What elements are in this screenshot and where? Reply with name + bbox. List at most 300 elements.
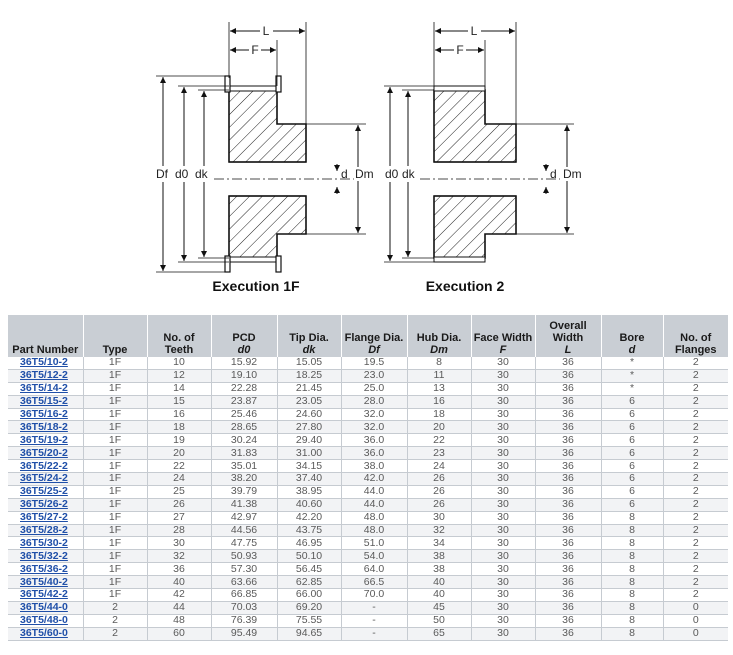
table-row (8, 627, 728, 640)
table-cell: 15.92 (211, 357, 277, 369)
part-number-cell (8, 511, 83, 524)
table-cell: 1F (83, 589, 147, 602)
part-number-link[interactable]: 36T5/14-2 (20, 382, 68, 395)
table-cell: 1F (83, 524, 147, 537)
table-cell: 24.60 (277, 408, 341, 421)
table-row (8, 421, 728, 434)
table-cell: 45 (407, 601, 471, 614)
column-header-label: No. of Flanges (674, 332, 717, 356)
table-cell: - (341, 614, 407, 627)
table-cell: 30 (471, 447, 535, 460)
table-cell: 29.40 (277, 434, 341, 447)
column-header-symbol: dk (302, 344, 316, 356)
table-cell: 32 (147, 550, 211, 563)
table-cell: 30 (471, 601, 535, 614)
column-header (535, 315, 601, 357)
table-cell: 41.38 (211, 498, 277, 511)
table-cell: 30 (471, 576, 535, 589)
column-header-label: PCD (232, 332, 256, 344)
table-cell: 2 (663, 434, 728, 447)
table-cell: 1F (83, 395, 147, 408)
table-row (8, 589, 728, 602)
table-cell: 15 (147, 395, 211, 408)
table-cell: 28.65 (211, 421, 277, 434)
part-number-cell (8, 408, 83, 421)
table-cell: 18.25 (277, 369, 341, 382)
table-cell: 36 (535, 601, 601, 614)
table-cell: 56.45 (277, 563, 341, 576)
part-number-link[interactable]: 36T5/36-2 (20, 562, 68, 575)
table-cell: 8 (407, 357, 471, 369)
caption-execution-2: Execution 2 (425, 278, 505, 294)
table-cell: 36 (535, 627, 601, 640)
table-row (8, 357, 728, 369)
column-header-label: Bore (619, 332, 645, 344)
table-cell: 36 (535, 369, 601, 382)
table-cell: 40 (407, 589, 471, 602)
table-cell: 54.0 (341, 550, 407, 563)
table-cell: 36 (535, 460, 601, 473)
table-cell: 22.28 (211, 382, 277, 395)
table-row (8, 460, 728, 473)
part-number-link[interactable]: 36T5/19-2 (20, 433, 68, 446)
table-cell: 39.79 (211, 485, 277, 498)
part-number-link[interactable]: 36T5/16-2 (20, 408, 68, 420)
table-cell: 42 (147, 589, 211, 602)
table-cell: 6 (601, 485, 663, 498)
table-cell: * (601, 369, 663, 382)
table-cell: 30 (471, 614, 535, 627)
column-header (601, 315, 663, 357)
column-header-symbol: Df (368, 344, 380, 356)
table-cell: 25.0 (341, 382, 407, 395)
dim-f-label-2: F (456, 43, 464, 57)
table-cell: 31.83 (211, 447, 277, 460)
table-cell: 1F (83, 434, 147, 447)
table-cell: 16 (407, 395, 471, 408)
part-number-link[interactable]: 36T5/28-2 (20, 524, 68, 537)
part-number-cell (8, 614, 83, 627)
table-cell: 8 (601, 627, 663, 640)
table-cell: 75.55 (277, 614, 341, 627)
table-row (8, 485, 728, 498)
table-cell: 48.0 (341, 524, 407, 537)
table-cell: 44.56 (211, 524, 277, 537)
table-cell: 30 (471, 485, 535, 498)
table-cell: 14 (147, 382, 211, 395)
table-cell: 36 (535, 576, 601, 589)
column-header-symbol: L (564, 344, 572, 356)
table-cell: 36 (535, 473, 601, 486)
table-cell: 2 (663, 498, 728, 511)
table-cell: 2 (663, 576, 728, 589)
table-cell: 35.01 (211, 460, 277, 473)
table-cell: 16 (147, 408, 211, 421)
table-cell: 2 (663, 357, 728, 369)
table-cell: 38 (407, 550, 471, 563)
table-cell: 13 (407, 382, 471, 395)
table-cell: 37.40 (277, 473, 341, 486)
table-cell: 30 (471, 369, 535, 382)
table-cell: 36 (535, 537, 601, 550)
table-cell: 1F (83, 563, 147, 576)
table-cell: 8 (601, 589, 663, 602)
table-cell: 23 (407, 447, 471, 460)
table-cell: 8 (601, 601, 663, 614)
table-cell: 0 (663, 627, 728, 640)
table-cell: 6 (601, 473, 663, 486)
table-cell: 30 (147, 537, 211, 550)
table-row (8, 408, 728, 421)
table-cell: 34.15 (277, 460, 341, 473)
table-cell: 1F (83, 498, 147, 511)
table-cell: 22 (147, 460, 211, 473)
table-cell: 1F (83, 460, 147, 473)
part-number-cell (8, 447, 83, 460)
table-cell: 23.05 (277, 395, 341, 408)
table-cell: 36.0 (341, 447, 407, 460)
table-cell: 66.85 (211, 589, 277, 602)
part-number-link[interactable]: 36T5/27-2 (20, 511, 68, 524)
column-header-symbol: d0 (237, 344, 251, 356)
column-header (211, 315, 277, 357)
part-number-link[interactable]: 36T5/48-0 (20, 614, 68, 627)
table-cell: - (341, 627, 407, 640)
table-cell: 69.20 (277, 601, 341, 614)
part-number-cell (8, 421, 83, 434)
table-cell: 38.95 (277, 485, 341, 498)
table-cell: 30 (471, 524, 535, 537)
part-number-cell (8, 369, 83, 382)
table-cell: 36 (535, 498, 601, 511)
pulley-drawings (0, 0, 733, 310)
table-row (8, 524, 728, 537)
table-cell: 36.0 (341, 434, 407, 447)
table-cell: 44 (147, 601, 211, 614)
table-cell: 30 (471, 382, 535, 395)
table-cell: 30 (471, 537, 535, 550)
column-header (407, 315, 471, 357)
table-cell: 28 (147, 524, 211, 537)
part-number-link[interactable]: 36T5/30-2 (20, 536, 68, 549)
dim-dm-label-2: Dm (563, 167, 582, 181)
table-cell: 24 (147, 473, 211, 486)
table-cell: 24 (407, 460, 471, 473)
table-cell: 21.45 (277, 382, 341, 395)
table-cell: 95.49 (211, 627, 277, 640)
table-row (8, 550, 728, 563)
table-cell: 36 (535, 563, 601, 576)
table-cell: 2 (663, 447, 728, 460)
table-cell: 27 (147, 511, 211, 524)
part-number-cell (8, 589, 83, 602)
table-cell: 6 (601, 395, 663, 408)
table-header-row (8, 315, 728, 357)
table-cell: 8 (601, 524, 663, 537)
table-cell: 2 (663, 511, 728, 524)
table-cell: 8 (601, 563, 663, 576)
part-number-cell (8, 563, 83, 576)
execution-1f-drawing (154, 22, 374, 294)
dim-dm-label: Dm (355, 167, 374, 181)
dim-f-label: F (251, 43, 259, 57)
table-cell: 27.80 (277, 421, 341, 434)
table-cell: 1F (83, 421, 147, 434)
part-number-link[interactable]: 36T5/24-2 (20, 472, 68, 485)
table-cell: 66.00 (277, 589, 341, 602)
table-cell: 2 (663, 563, 728, 576)
table-cell: 30 (471, 498, 535, 511)
table-cell: 2 (663, 473, 728, 486)
column-header-symbol: d (628, 344, 636, 356)
pulley-2-section (434, 90, 516, 258)
table-row (8, 511, 728, 524)
table-cell: 11 (407, 369, 471, 382)
table-cell: 36 (535, 550, 601, 563)
table-cell: 2 (663, 589, 728, 602)
table-cell: 1F (83, 473, 147, 486)
column-header-label: Hub Dia. (416, 332, 462, 344)
table-cell: 44.0 (341, 498, 407, 511)
table-cell: 30 (471, 550, 535, 563)
table-row (8, 614, 728, 627)
dim-dk-label-2: dk (402, 167, 415, 181)
dim-l-label-2: L (470, 24, 478, 38)
table-cell: 2 (663, 421, 728, 434)
table-cell: 20 (147, 447, 211, 460)
table-cell: 2 (83, 614, 147, 627)
table-cell: 2 (83, 601, 147, 614)
table-cell: 8 (601, 537, 663, 550)
column-header-label: Part Number (12, 344, 79, 356)
table-cell: 23.0 (341, 369, 407, 382)
table-cell: 36 (535, 485, 601, 498)
table-cell: 0 (663, 601, 728, 614)
table-cell: 26 (147, 498, 211, 511)
table-cell: 38 (407, 563, 471, 576)
table-cell: 2 (663, 408, 728, 421)
flange-right-bottom (276, 256, 281, 272)
table-cell: 30 (471, 357, 535, 369)
part-number-link[interactable]: 36T5/44-0 (20, 601, 68, 614)
part-number-link[interactable]: 36T5/26-2 (20, 498, 68, 511)
table-cell: 8 (601, 576, 663, 589)
column-header-label: No. of Teeth (163, 332, 195, 356)
table-cell: 64.0 (341, 563, 407, 576)
column-header (341, 315, 407, 357)
table-cell: 26 (407, 498, 471, 511)
table-cell: 12 (147, 369, 211, 382)
part-number-link[interactable]: 36T5/32-2 (20, 549, 68, 562)
table-cell: 8 (601, 511, 663, 524)
part-number-link[interactable]: 36T5/22-2 (20, 459, 68, 472)
table-cell: 60 (147, 627, 211, 640)
table-cell: 0 (663, 614, 728, 627)
table-cell: 94.65 (277, 627, 341, 640)
table-cell: 48 (147, 614, 211, 627)
table-cell: 65 (407, 627, 471, 640)
table-cell: 32.0 (341, 408, 407, 421)
table-cell: 18 (407, 408, 471, 421)
table-row (8, 473, 728, 486)
table-cell: 1F (83, 576, 147, 589)
part-number-cell (8, 434, 83, 447)
table-row (8, 498, 728, 511)
part-number-link[interactable]: 36T5/40-2 (20, 575, 68, 588)
column-header-symbol: F (499, 344, 507, 356)
part-number-link[interactable]: 36T5/25-2 (20, 485, 68, 498)
execution-2-drawing (384, 22, 582, 294)
table-cell: 57.30 (211, 563, 277, 576)
table-cell: 6 (601, 434, 663, 447)
table-cell: 30 (407, 511, 471, 524)
table-cell: 50.10 (277, 550, 341, 563)
part-number-link[interactable]: 36T5/12-2 (20, 369, 68, 382)
table-row (8, 447, 728, 460)
table-cell: 8 (601, 550, 663, 563)
table-cell: 15.05 (277, 357, 341, 369)
table-cell: 31.00 (277, 447, 341, 460)
table-cell: 50 (407, 614, 471, 627)
column-header-label: Tip Dia. (289, 332, 329, 344)
table-cell: 36 (535, 382, 601, 395)
table-cell: 1F (83, 447, 147, 460)
table-cell: 1F (83, 485, 147, 498)
part-number-link[interactable]: 36T5/15-2 (20, 395, 68, 408)
part-number-link[interactable]: 36T5/60-0 (20, 627, 68, 640)
column-header (277, 315, 341, 357)
table-cell: 36 (535, 614, 601, 627)
column-header-label: Face Width (473, 332, 533, 344)
dim-d0-label: d0 (175, 167, 189, 181)
part-number-cell (8, 460, 83, 473)
column-header (83, 315, 147, 357)
table-cell: 42.97 (211, 511, 277, 524)
column-header-label: Overall Width (549, 320, 587, 344)
part-number-cell (8, 498, 83, 511)
part-number-cell (8, 524, 83, 537)
table-cell: 38.20 (211, 473, 277, 486)
table-cell: 26 (407, 473, 471, 486)
table-cell: 22 (407, 434, 471, 447)
part-number-cell (8, 601, 83, 614)
table-cell: 2 (663, 537, 728, 550)
table-cell: 2 (663, 460, 728, 473)
table-row (8, 601, 728, 614)
table-cell: 34 (407, 537, 471, 550)
table-cell: 36 (535, 395, 601, 408)
table-cell: 2 (663, 524, 728, 537)
table-cell: 70.03 (211, 601, 277, 614)
table-cell: 30 (471, 408, 535, 421)
table-cell: 30 (471, 511, 535, 524)
table-cell: * (601, 382, 663, 395)
table-cell: 40 (407, 576, 471, 589)
part-number-link[interactable]: 36T5/18-2 (20, 420, 68, 433)
part-number-cell (8, 627, 83, 640)
part-number-cell (8, 537, 83, 550)
column-header (147, 315, 211, 357)
table-cell: 25 (147, 485, 211, 498)
column-header-label: Flange Dia. (344, 332, 404, 344)
table-cell: 44.0 (341, 485, 407, 498)
part-number-cell (8, 357, 83, 369)
column-header-symbol: Dm (430, 344, 448, 356)
table-cell: 30 (471, 563, 535, 576)
table-cell: 63.66 (211, 576, 277, 589)
table-cell: 32 (407, 524, 471, 537)
table-cell: 36 (147, 563, 211, 576)
table-cell: 1F (83, 511, 147, 524)
table-row (8, 395, 728, 408)
table-cell: 30 (471, 589, 535, 602)
column-header (471, 315, 535, 357)
table-cell: 30 (471, 421, 535, 434)
table-cell: 36 (535, 357, 601, 369)
table-row (8, 382, 728, 395)
part-number-cell (8, 473, 83, 486)
table-row (8, 537, 728, 550)
table-cell: 19 (147, 434, 211, 447)
table-cell: 36 (535, 434, 601, 447)
table-cell: 76.39 (211, 614, 277, 627)
table-cell: 36 (535, 447, 601, 460)
table-cell: 1F (83, 408, 147, 421)
table-cell: 62.85 (277, 576, 341, 589)
table-cell: - (341, 601, 407, 614)
table-cell: 19.10 (211, 369, 277, 382)
table-row (8, 563, 728, 576)
table-cell: 26 (407, 485, 471, 498)
table-cell: 43.75 (277, 524, 341, 537)
table-cell: 6 (601, 408, 663, 421)
table-body (8, 357, 728, 640)
part-number-link[interactable]: 36T5/10-2 (20, 357, 68, 369)
table-cell: 1F (83, 550, 147, 563)
part-number-link[interactable]: 36T5/20-2 (20, 446, 68, 459)
table-cell: 10 (147, 357, 211, 369)
part-number-cell (8, 550, 83, 563)
table-cell: 38.0 (341, 460, 407, 473)
table-cell: 1F (83, 369, 147, 382)
part-number-cell (8, 485, 83, 498)
table-cell: 2 (663, 485, 728, 498)
dim-l-label: L (262, 24, 270, 38)
dim-d0-label-2: d0 (385, 167, 399, 181)
table-cell: 6 (601, 460, 663, 473)
table-cell: 36 (535, 511, 601, 524)
table-cell: 66.5 (341, 576, 407, 589)
part-number-cell (8, 576, 83, 589)
table-cell: 8 (601, 614, 663, 627)
dim-dk-label: dk (195, 167, 208, 181)
table-cell: 50.93 (211, 550, 277, 563)
table-cell: 70.0 (341, 589, 407, 602)
table-cell: 2 (663, 369, 728, 382)
dim-d-label: d (341, 167, 348, 181)
table-cell: 18 (147, 421, 211, 434)
part-number-cell (8, 395, 83, 408)
table-cell: 6 (601, 421, 663, 434)
part-number-link[interactable]: 36T5/42-2 (20, 588, 68, 601)
table-cell: 1F (83, 357, 147, 369)
part-number-cell (8, 382, 83, 395)
column-header (663, 315, 728, 357)
pulley-1f-section (229, 90, 306, 258)
table-cell: 2 (663, 550, 728, 563)
table-cell: 30.24 (211, 434, 277, 447)
table-cell: 6 (601, 447, 663, 460)
